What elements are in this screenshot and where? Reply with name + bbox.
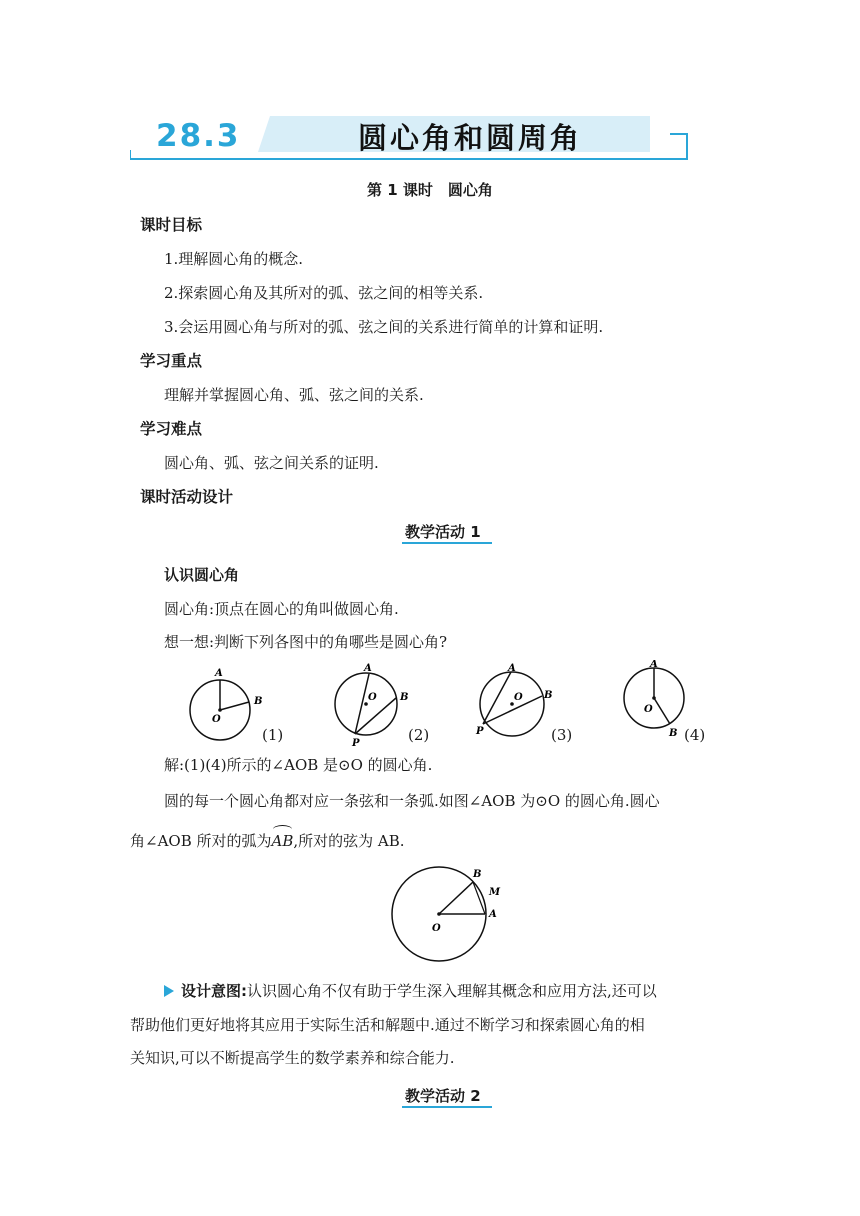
design-intent-line-1: 设计意图:认识圆心角不仅有助于学生深入理解其概念和应用方法,还可以 xyxy=(164,980,657,1001)
fig4-point-b: B xyxy=(669,728,678,739)
circle-figures xyxy=(170,660,730,750)
fig3-point-p: P xyxy=(476,726,484,737)
fig2-point-b: B xyxy=(400,692,409,703)
explanation-line-2: 角∠AOB 所对的弧为 AB,所对的弦为 AB. xyxy=(130,830,405,851)
point-o: O xyxy=(432,923,441,934)
lesson-title: 第 1 课时 圆心角 xyxy=(367,181,493,199)
point-a: A xyxy=(489,909,497,920)
difficulties-heading: 学习难点 xyxy=(140,420,203,438)
key-points-text: 理解并掌握圆心角、弧、弦之间的关系. xyxy=(164,386,424,404)
figure-2-label: (2) xyxy=(408,726,430,744)
arc-ab-label: AB xyxy=(271,832,294,850)
design-intent-line-3: 关知识,可以不断提高学生的数学素养和综合能力. xyxy=(130,1049,455,1067)
triangle-bullet-icon xyxy=(164,985,174,997)
think-question: 想一想:判断下列各图中的角哪些是圆心角? xyxy=(164,633,448,651)
explanation-line-1: 圆的每一个圆心角都对应一条弦和一条弧.如图∠AOB 为⊙O 的圆心角.圆心 xyxy=(164,792,660,810)
figure-4 xyxy=(624,660,684,739)
central-angle-definition: 圆心角:顶点在圆心的角叫做圆心角. xyxy=(164,600,399,618)
objectives-heading: 课时目标 xyxy=(140,216,203,234)
figure-4-label: (4) xyxy=(684,726,706,744)
objective-item: 3.会运用圆心角与所对的弧、弦之间的关系进行简单的计算和证明. xyxy=(164,318,604,336)
figure-3 xyxy=(475,663,552,737)
difficulties-text: 圆心角、弧、弦之间关系的证明. xyxy=(164,454,379,472)
objective-item: 1.理解圆心角的概念. xyxy=(164,250,304,268)
activity-1-subheading: 认识圆心角 xyxy=(164,566,240,584)
fig1-point-a: A xyxy=(215,668,223,679)
figure-3-label: (3) xyxy=(551,726,573,744)
fig2-point-p: P xyxy=(352,738,360,749)
point-b: B xyxy=(473,869,482,880)
fig2-point-a: A xyxy=(364,663,372,674)
figure-1-label: (1) xyxy=(262,726,284,744)
answer-text: 解:(1)(4)所示的∠AOB 是⊙O 的圆心角. xyxy=(164,756,433,774)
fig3-point-a: A xyxy=(508,663,516,674)
activity-1-label: 教学活动 1 xyxy=(405,523,481,541)
figure-1 xyxy=(190,668,262,740)
point-m: M xyxy=(489,887,501,898)
activity-1-underline xyxy=(402,542,492,544)
section-number: 28.3 xyxy=(156,118,241,154)
activity-design-heading: 课时活动设计 xyxy=(140,488,234,506)
fig2-point-o: O xyxy=(368,692,377,703)
fig1-point-o: O xyxy=(212,714,221,725)
fig4-point-a: A xyxy=(650,660,658,670)
activity-2-label: 教学活动 2 xyxy=(405,1087,481,1105)
key-points-heading: 学习重点 xyxy=(140,352,203,370)
activity-2-underline xyxy=(402,1106,492,1108)
design-intent-line-2: 帮助他们更好地将其应用于实际生活和解题中.通过不断学习和探索圆心角的相 xyxy=(130,1016,645,1034)
objective-item: 2.探索圆心角及其所对的弧、弦之间的相等关系. xyxy=(164,284,484,302)
section-title: 圆心角和圆周角 xyxy=(358,121,583,155)
fig3-point-b: B xyxy=(544,690,553,701)
fig1-point-b: B xyxy=(254,696,263,707)
central-angle-figure xyxy=(386,862,506,967)
fig3-point-o: O xyxy=(514,692,523,703)
figure-2 xyxy=(335,663,408,749)
fig4-point-o: O xyxy=(644,704,653,715)
